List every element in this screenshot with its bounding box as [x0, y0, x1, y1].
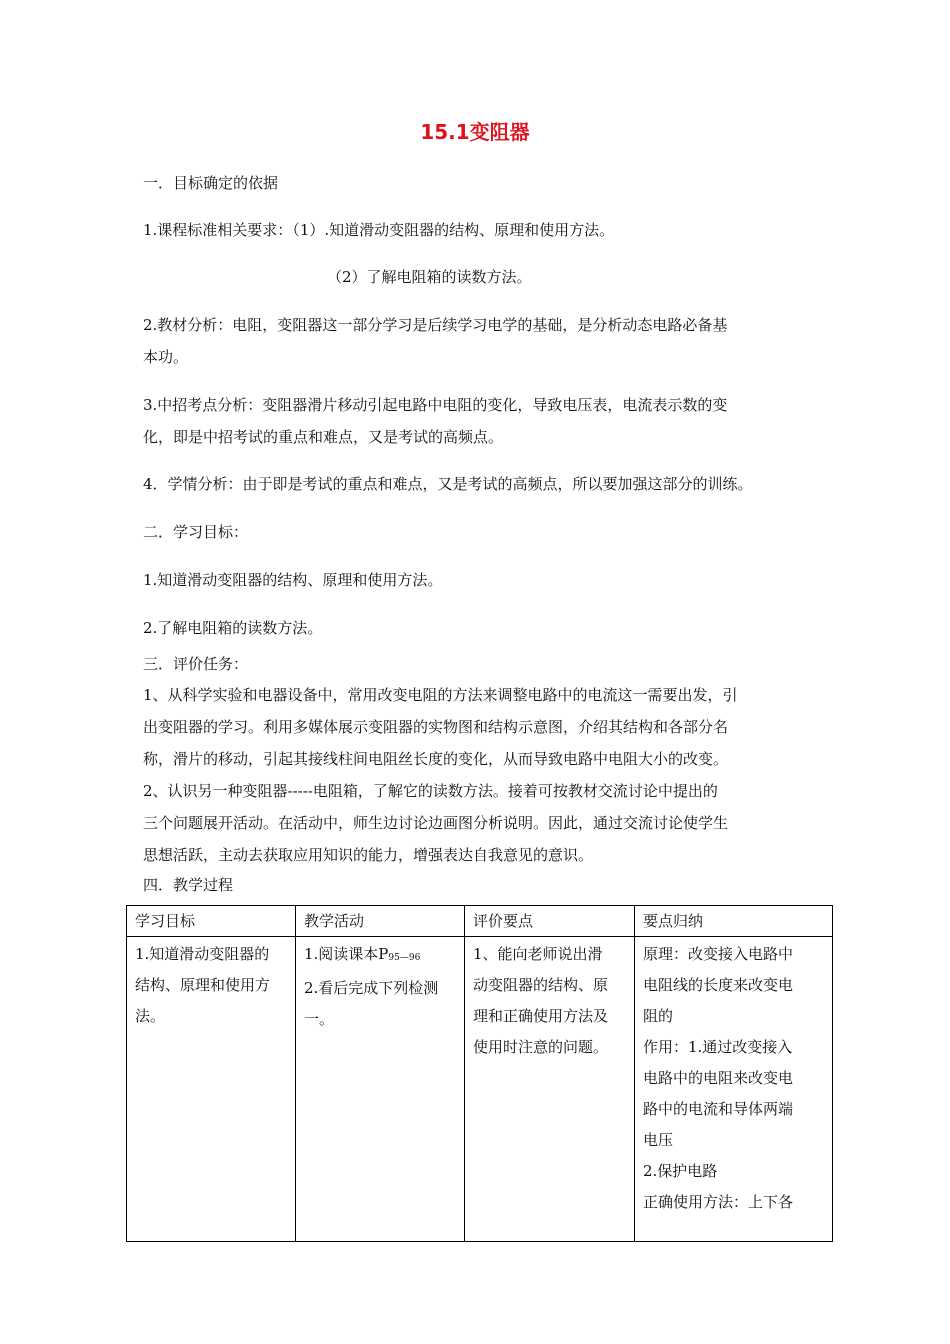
- evaluation-task-1-line-1: 1、从科学实验和电器设备中，常用改变电阻的方法来调整电路中的电流这一需要出发，引: [143, 686, 738, 704]
- cell-line: 路中的电流和导体两端: [643, 1100, 794, 1118]
- exam-analysis-line-1: 3.中招考点分析：变阻器滑片移动引起电路中电阻的变化，导致电压表，电流表示数的变: [143, 396, 728, 414]
- cell-evaluation-points: [465, 937, 635, 1242]
- textbook-analysis: [143, 309, 818, 373]
- cell-line: 1.知道滑动变阻器的: [135, 945, 270, 963]
- evaluation-task-1: [143, 679, 818, 775]
- cell-line: 电路中的电阻来改变电: [643, 1069, 794, 1087]
- cell-line: 2.看后完成下列检测: [304, 979, 439, 997]
- page-range: 95—96: [388, 953, 421, 963]
- cell-line: 电阻线的长度来改变电: [643, 976, 794, 994]
- cell-line: 使用时注意的问题。: [473, 1038, 609, 1056]
- student-analysis: 4．学情分析：由于即是考试的重点和难点，又是考试的高频点，所以要加强这部分的训练。: [143, 475, 753, 493]
- cell-line: 动变阻器的结构、原: [473, 976, 609, 994]
- cell-key-summary: [635, 937, 833, 1242]
- section-2-heading: 二．学习目标：: [143, 523, 249, 541]
- cell-line: 原理：改变接入电路中: [643, 945, 794, 963]
- cell-line: 2.保护电路: [643, 1162, 718, 1180]
- cell-line: 理和正确使用方法及: [473, 1007, 609, 1025]
- table-header-row: [127, 906, 833, 937]
- requirement-line-1: 1.课程标准相关要求：（1）.知道滑动变阻器的结构、原理和使用方法。: [143, 221, 615, 239]
- cell-line: 法。: [135, 1007, 166, 1025]
- header-key-summary: 要点归纳: [635, 906, 833, 937]
- header-evaluation-points: 评价要点: [465, 906, 635, 937]
- header-learning-goal: 学习目标: [127, 906, 296, 937]
- learning-goal-2: 2.了解电阻箱的读数方法。: [143, 619, 323, 637]
- requirement-line-2: （2）了解电阻箱的读数方法。: [327, 268, 532, 286]
- section-1-heading: 一．目标确定的依据: [143, 174, 279, 192]
- cell-line: 结构、原理和使用方: [135, 976, 271, 994]
- cell-learning-goal: [127, 937, 296, 1242]
- header-teaching-activity: 教学活动: [296, 906, 465, 937]
- cell-line: 电压: [643, 1131, 674, 1149]
- section-3-heading: 三．评价任务：: [143, 655, 249, 673]
- evaluation-task-1-line-3: 称，滑片的移动，引起其接线柱间电阻丝长度的变化，从而导致电路中电阻大小的改变。: [143, 750, 729, 768]
- evaluation-task-2: [143, 775, 818, 871]
- cell-line: 作用：1.通过改变接入: [643, 1038, 793, 1056]
- exam-analysis-line-2: 化，即是中招考试的重点和难点，又是考试的高频点。: [143, 428, 504, 446]
- cell-line: [304, 939, 456, 973]
- learning-goal-1: 1.知道滑动变阻器的结构、原理和使用方法。: [143, 571, 443, 589]
- evaluation-task-2-line-1: 2、认识另一种变阻器-----电阻箱，了解它的读数方法。接着可按教材交流讨论中提出的: [143, 782, 718, 800]
- evaluation-task-1-line-2: 出变阻器的学习。利用多媒体展示变阻器的实物图和结构示意图，介绍其结构和各部分名: [143, 718, 729, 736]
- textbook-analysis-line-1: 2.教材分析：电阻，变阻器这一部分学习是后续学习电学的基础，是分析动态电路必备基: [143, 316, 728, 334]
- cell-line: 一。: [304, 1010, 335, 1028]
- cell-teaching-activity: [296, 937, 465, 1242]
- table-row: [127, 937, 833, 1242]
- cell-line: 阻的: [643, 1007, 674, 1025]
- exam-analysis: [143, 389, 818, 453]
- textbook-analysis-line-2: 本功。: [143, 348, 189, 366]
- evaluation-task-2-line-2: 三个问题展开活动。在活动中，师生边讨论边画图分析说明。因此，通过交流讨论使学生: [143, 814, 729, 832]
- cell-line: 正确使用方法：上下各: [643, 1193, 794, 1211]
- read-textbook-text: 1.阅读课本P: [304, 945, 389, 963]
- section-4-heading: 四．教学过程: [143, 876, 234, 894]
- teaching-process-table: [126, 905, 833, 1242]
- cell-line: 1、能向老师说出滑: [473, 945, 603, 963]
- document-title: 15.1变阻器: [420, 120, 530, 144]
- evaluation-task-2-line-3: 思想活跃，主动去获取应用知识的能力，增强表达自我意见的意识。: [143, 846, 594, 864]
